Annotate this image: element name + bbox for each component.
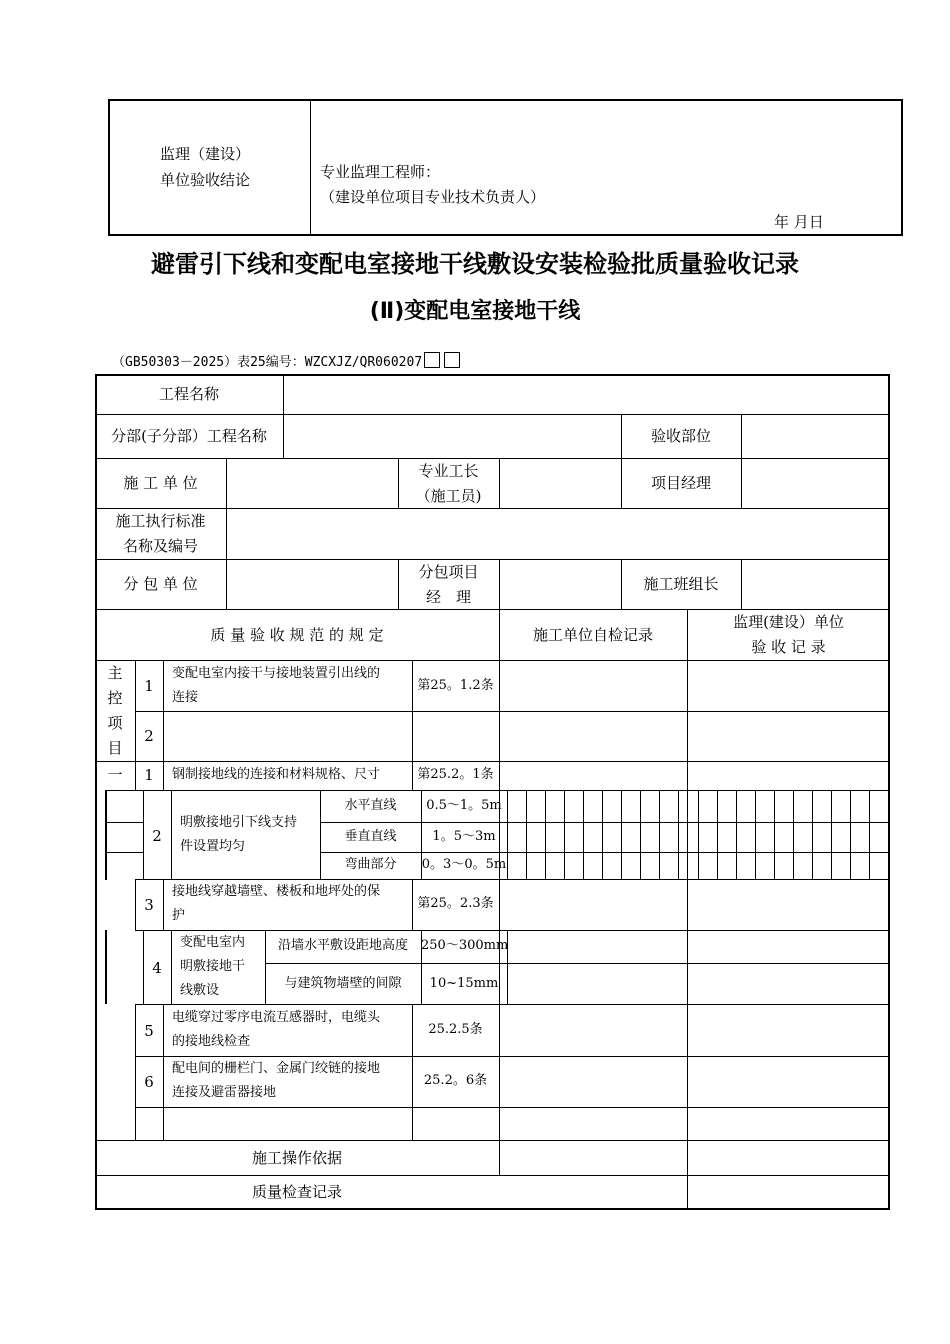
team-leader-label: 施工班组长 <box>643 575 719 593</box>
supervision-header-2: 验 收 记 录 <box>751 638 826 656</box>
general-item-4-text-2: 明敷接地干 <box>180 959 246 974</box>
construction-unit-label: 施 工 单 位 <box>123 474 198 492</box>
general-item-4-row-1-name: 沿墙水平敷设距地高度 <box>277 938 408 953</box>
supervising-engineer-label: 专业监理工程师： <box>320 163 441 181</box>
page-title: 避雷引下线和变配电室接地干线敷设安装检验批质量验收记录 <box>151 250 799 278</box>
main-item-1-text-2: 连接 <box>172 690 199 705</box>
supervision-header-1: 监理(建设）单位 <box>733 613 844 631</box>
project-manager-label: 项目经理 <box>650 474 711 492</box>
general-item-2-row-1-value: 0.5～1。5m <box>426 798 502 813</box>
main-control-label-4: 目 <box>107 739 123 757</box>
self-check-header: 施工单位自检记录 <box>532 626 653 644</box>
general-item-4-row-2-value: 10~15mm <box>429 976 499 991</box>
standard-label-1: 施工执行标准 <box>115 512 206 530</box>
project-name-label: 工程名称 <box>158 385 219 403</box>
general-item-2-text-1: 明敷接地引下线支持 <box>180 815 298 830</box>
general-item-3-text-1: 接地线穿越墙壁、楼板和地坪处的保 <box>172 884 381 899</box>
spec-header: 质 量 验 收 规 范 的 规 定 <box>210 626 384 644</box>
general-item-2-text-2: 件设置均匀 <box>180 839 246 854</box>
general-item-4-row-2-name: 与建筑物墙壁的间隙 <box>284 976 402 991</box>
general-item-6-text-1: 配电间的栅栏门、金属门绞链的接地 <box>172 1061 381 1076</box>
owner-technical-lead-label: （建设单位项目专业技术负责人） <box>320 188 546 206</box>
general-item-3-text-2: 护 <box>172 908 186 923</box>
form-code-text: （GB50303－2025）表25编号：WZCXJZ/QR060207 <box>112 355 423 370</box>
general-item-6-text-2: 连接及避雷器接地 <box>172 1085 277 1100</box>
general-item-4-no: 4 <box>152 959 162 977</box>
date-label: 年 月日 <box>774 213 824 231</box>
supervision-label-line1: 监理（建设） <box>160 145 251 163</box>
general-item-3-ref: 第25。2.3条 <box>417 896 494 911</box>
general-item-1-text: 钢制接地线的连接和材料规格、尺寸 <box>172 767 381 782</box>
checkbox-2[interactable] <box>444 352 460 368</box>
general-item-6-no: 6 <box>144 1073 154 1091</box>
general-item-2-row-3-name: 弯曲部分 <box>344 857 397 872</box>
general-item-2-no: 2 <box>152 827 162 845</box>
main-control-label-1: 主 <box>107 664 123 682</box>
foreman-label-2: （施工员) <box>415 487 482 505</box>
checkbox-1[interactable] <box>424 352 440 368</box>
general-item-2-row-2-name: 垂直直线 <box>344 829 397 844</box>
general-item-1-ref: 第25.2。1条 <box>417 767 494 782</box>
subcontract-pm-label-1: 分包项目 <box>418 563 479 581</box>
foreman-label-1: 专业工长 <box>418 462 479 480</box>
general-item-5-text-2: 的接地线检查 <box>172 1034 251 1049</box>
standard-label-2: 名称及编号 <box>122 537 198 555</box>
general-item-2-row-1-name: 水平直线 <box>344 798 397 813</box>
subcontract-pm-label-2: 经 理 <box>425 588 471 606</box>
construction-basis-label: 施工操作依据 <box>251 1149 342 1167</box>
quality-check-record-label: 质量检查记录 <box>251 1183 342 1201</box>
main-control-label-2: 控 <box>107 689 123 707</box>
general-item-5-ref: 25.2.5条 <box>428 1022 483 1037</box>
main-item-2-no: 2 <box>144 727 154 745</box>
general-item-4-text-1: 变配电室内 <box>180 935 246 950</box>
general-item-5-no: 5 <box>144 1022 154 1040</box>
acceptance-part-label: 验收部位 <box>650 427 711 445</box>
general-item-4-row-1-value: 250～300mm <box>421 938 509 953</box>
general-item-3-no: 3 <box>144 896 154 914</box>
general-item-2-row-2-value: 1。5～3m <box>432 829 496 844</box>
subcontract-unit-label: 分 包 单 位 <box>123 575 198 593</box>
main-item-1-text-1: 变配电室内接干与接地装置引出线的 <box>172 666 381 681</box>
general-item-1-no: 1 <box>144 766 154 784</box>
main-item-1-no: 1 <box>144 677 154 695</box>
general-label: 一 <box>107 766 123 784</box>
page-subtitle: (Ⅱ)变配电室接地干线 <box>369 299 581 324</box>
main-item-1-ref: 第25。1.2条 <box>417 678 494 693</box>
general-item-4-text-3: 线敷设 <box>180 983 220 998</box>
general-item-6-ref: 25.2。6条 <box>423 1073 488 1088</box>
supervision-label-line2: 单位验收结论 <box>160 171 251 189</box>
sub-project-label: 分部(子分部）工程名称 <box>111 427 267 445</box>
general-item-2-row-3-value: 0。3～0。5m <box>421 857 507 872</box>
general-item-5-text-1: 电缆穿过零序电流互感器时，电缆头 <box>172 1010 381 1025</box>
form-code <box>112 352 460 374</box>
main-control-label-3: 项 <box>107 714 123 732</box>
